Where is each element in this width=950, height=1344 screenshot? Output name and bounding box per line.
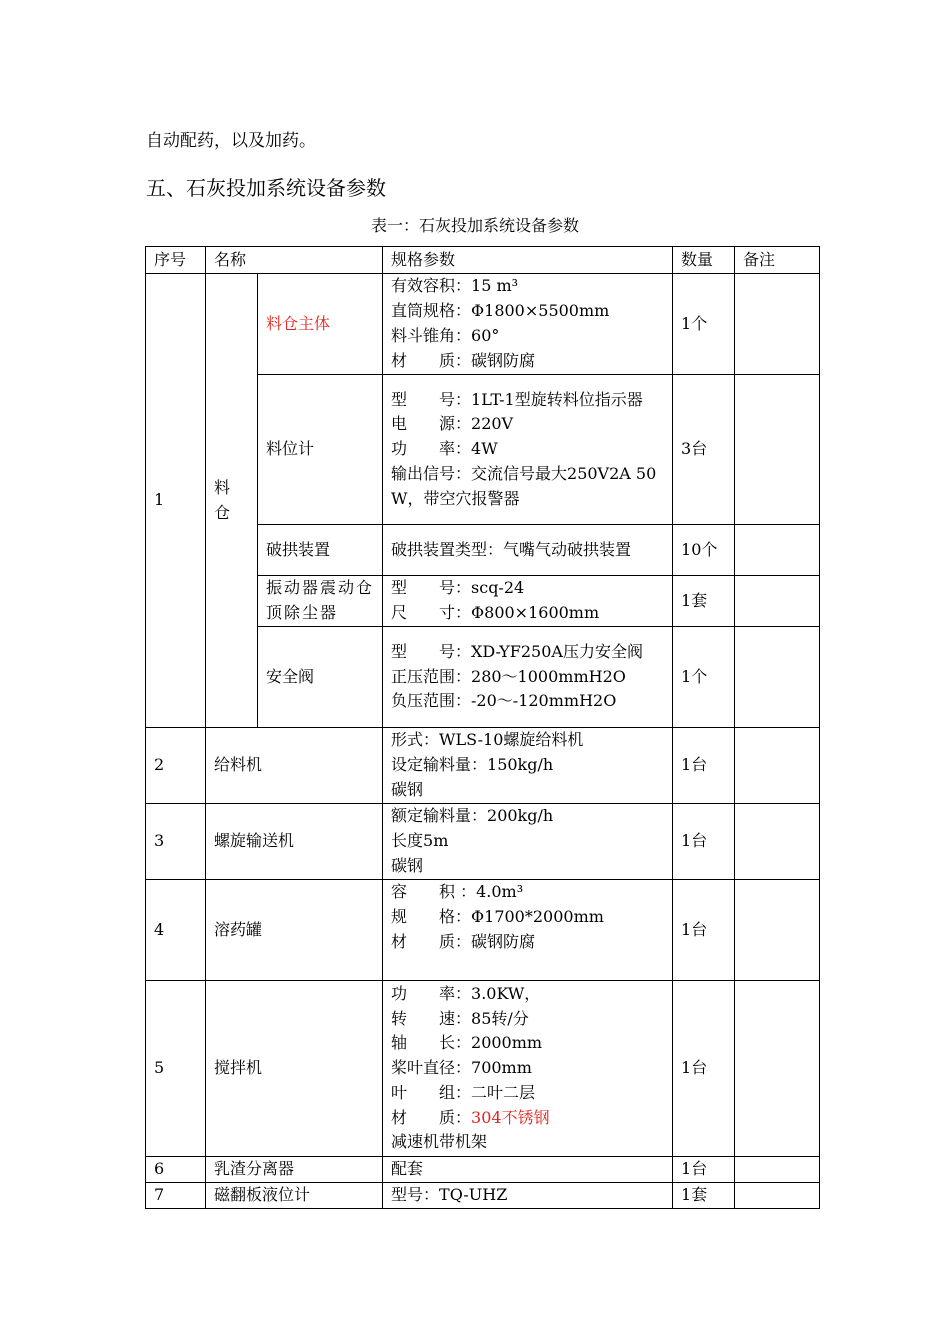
red-material-text: 304不锈钢 bbox=[471, 1107, 550, 1127]
spec-cell: 容 积 ：4.0m³ 规 格：Φ1700*2000mm 材 质：碳钢防腐 bbox=[383, 880, 673, 981]
row-seq: 2 bbox=[146, 728, 206, 804]
spec-cell: 型 号：1LT-1型旋转料位指示器 电 源：220V 功 率：4W 输出信号：交流信号最大250V2A 50W，带空穴报警器 bbox=[383, 375, 673, 525]
intro-text: 自动配药，以及加药。 bbox=[146, 131, 316, 151]
table-row bbox=[146, 880, 820, 981]
note-cell bbox=[735, 627, 820, 728]
spec-cell: 形式：WLS-10螺旋给料机 设定输料量：150kg/h 碳钢 bbox=[383, 728, 673, 804]
qty-cell: 10个 bbox=[673, 525, 735, 576]
note-cell bbox=[735, 880, 820, 981]
row-seq: 7 bbox=[146, 1183, 206, 1209]
table-row bbox=[146, 1157, 820, 1183]
spec-cell: 型 号：scq-24 尺 寸：Φ800×1600mm bbox=[383, 576, 673, 627]
note-cell bbox=[735, 804, 820, 880]
qty-cell: 1套 bbox=[673, 576, 735, 627]
note-cell bbox=[735, 375, 820, 525]
row-name: 溶药罐 bbox=[206, 880, 383, 981]
row-seq: 4 bbox=[146, 880, 206, 981]
qty-cell: 3台 bbox=[673, 375, 735, 525]
row-name: 搅拌机 bbox=[206, 981, 383, 1157]
note-cell bbox=[735, 274, 820, 375]
note-cell bbox=[735, 1157, 820, 1183]
spec-cell: 额定输料量：200kg/h 长度5m 碳钢 bbox=[383, 804, 673, 880]
qty-cell: 1台 bbox=[673, 981, 735, 1157]
spec-cell: 型 号：XD-YF250A压力安全阀 正压范围：280～1000mmH2O 负压范围：-20～-120mmH2O bbox=[383, 627, 673, 728]
sub-name: 料仓主体 bbox=[258, 274, 383, 375]
table-row bbox=[146, 981, 820, 1157]
table-row bbox=[146, 1183, 820, 1209]
equipment-table bbox=[145, 246, 820, 1209]
row-seq: 6 bbox=[146, 1157, 206, 1183]
note-cell bbox=[735, 525, 820, 576]
spec-cell: 有效容积：15 m³ 直筒规格：Φ1800×5500mm 料斗锥角：60° 材 质：碳钢防腐 bbox=[383, 274, 673, 375]
qty-cell: 1台 bbox=[673, 880, 735, 981]
header-note: 备注 bbox=[735, 247, 820, 274]
row-seq: 1 bbox=[146, 274, 206, 728]
header-qty: 数量 bbox=[673, 247, 735, 274]
sub-name: 料位计 bbox=[258, 375, 383, 525]
spec-cell: 配套 bbox=[383, 1157, 673, 1183]
table-caption: 表一：石灰投加系统设备参数 bbox=[370, 216, 579, 235]
header-name: 名称 bbox=[206, 247, 383, 274]
qty-cell: 1个 bbox=[673, 274, 735, 375]
spec-cell: 型号：TQ-UHZ bbox=[383, 1183, 673, 1209]
qty-cell: 1台 bbox=[673, 804, 735, 880]
note-cell bbox=[735, 576, 820, 627]
qty-cell: 1台 bbox=[673, 1157, 735, 1183]
spec-cell: 功 率：3.0KW， 转 速：85转/分 轴 长：2000mm 桨叶直径：700mm 叶 组：二叶二层 材 质：304不锈钢 减速机带机架 bbox=[383, 981, 673, 1157]
table-row bbox=[146, 274, 820, 375]
table-row bbox=[146, 804, 820, 880]
row-name: 给料机 bbox=[206, 728, 383, 804]
table-header-row bbox=[146, 247, 820, 274]
row-name: 磁翻板液位计 bbox=[206, 1183, 383, 1209]
table-row bbox=[146, 728, 820, 804]
note-cell bbox=[735, 728, 820, 804]
section-heading: 五、石灰投加系统设备参数 bbox=[146, 176, 386, 200]
sub-name: 振动器震动仓顶除尘器 bbox=[258, 576, 383, 627]
qty-cell: 1个 bbox=[673, 627, 735, 728]
row-seq: 5 bbox=[146, 981, 206, 1157]
sub-name: 破拱装置 bbox=[258, 525, 383, 576]
note-cell bbox=[735, 1183, 820, 1209]
note-cell bbox=[735, 981, 820, 1157]
spec-cell: 破拱装置类型：气嘴气动破拱装置 bbox=[383, 525, 673, 576]
sub-name: 安全阀 bbox=[258, 627, 383, 728]
row-name: 乳渣分离器 bbox=[206, 1157, 383, 1183]
row-name: 料 仓 bbox=[206, 274, 258, 728]
qty-cell: 1套 bbox=[673, 1183, 735, 1209]
qty-cell: 1台 bbox=[673, 728, 735, 804]
header-seq: 序号 bbox=[146, 247, 206, 274]
header-spec: 规格参数 bbox=[383, 247, 673, 274]
row-seq: 3 bbox=[146, 804, 206, 880]
row-name: 螺旋输送机 bbox=[206, 804, 383, 880]
